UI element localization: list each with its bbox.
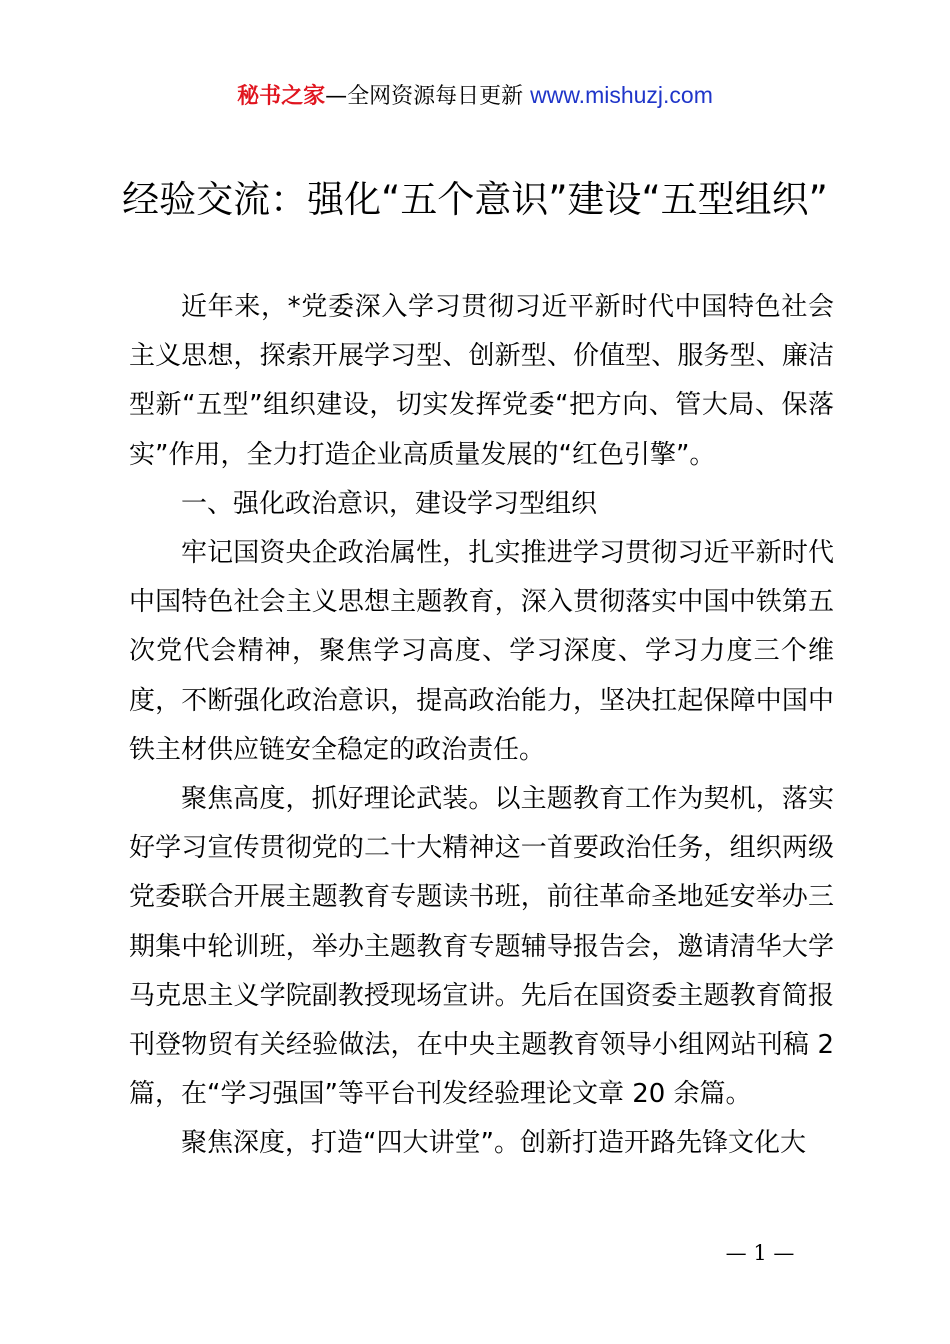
- body-paragraph: 聚焦深度，打造“四大讲堂”。创新打造开路先锋文化大: [181, 1128, 806, 1159]
- site-header: [0, 78, 950, 114]
- page-number: — 1 —: [725, 1241, 795, 1265]
- intro-paragraph: 近年来，*党委深入学习贯彻习近平新时代中国特色社会主义思想，探索开展学习型、创新型、价值型、服务型、廉洁型新“五型”组织建设，切实发挥党委“把方向、管大局、保落实”作用，全力打造企业高质量发展的“红色引擎”。: [129, 292, 834, 470]
- site-url-link[interactable]: www.mishuzj.com: [530, 82, 713, 108]
- document-body: [129, 283, 834, 1169]
- header-tagline: —全网资源每日更新: [325, 84, 524, 109]
- brand-name: 秘书之家: [237, 84, 326, 109]
- body-paragraph: 聚焦高度，抓好理论武装。以主题教育工作为契机，落实好学习宣传贯彻党的二十大精神这一首要政治任务，组织两级党委联合开展主题教育专题读书班，前往革命圣地延安举办三期集中轮训班，举办主题教育专题辅导报告会，邀请清华大学马克思主义学院副教授现场宣讲。先后在国资委主题教育简报刊登物贸有关经验做法，在中央主题教育领导小组网站刊稿 2 篇，在“学习强国”等平台刊发经验理论文章 20 余篇。: [129, 784, 834, 1110]
- body-paragraph: 牢记国资央企政治属性，扎实推进学习贯彻习近平新时代中国特色社会主义思想主题教育，深入贯彻落实中国中铁第五次党代会精神，聚焦学习高度、学习深度、学习力度三个维度，不断强化政治意识，提高政治能力，坚决扛起保障中国中铁主材供应链安全稳定的政治责任。: [129, 538, 834, 765]
- document-title: 经验交流：强化“五个意识”建设“五型组织”: [122, 178, 828, 221]
- section-heading: 一、强化政治意识，建设学习型组织: [181, 488, 598, 519]
